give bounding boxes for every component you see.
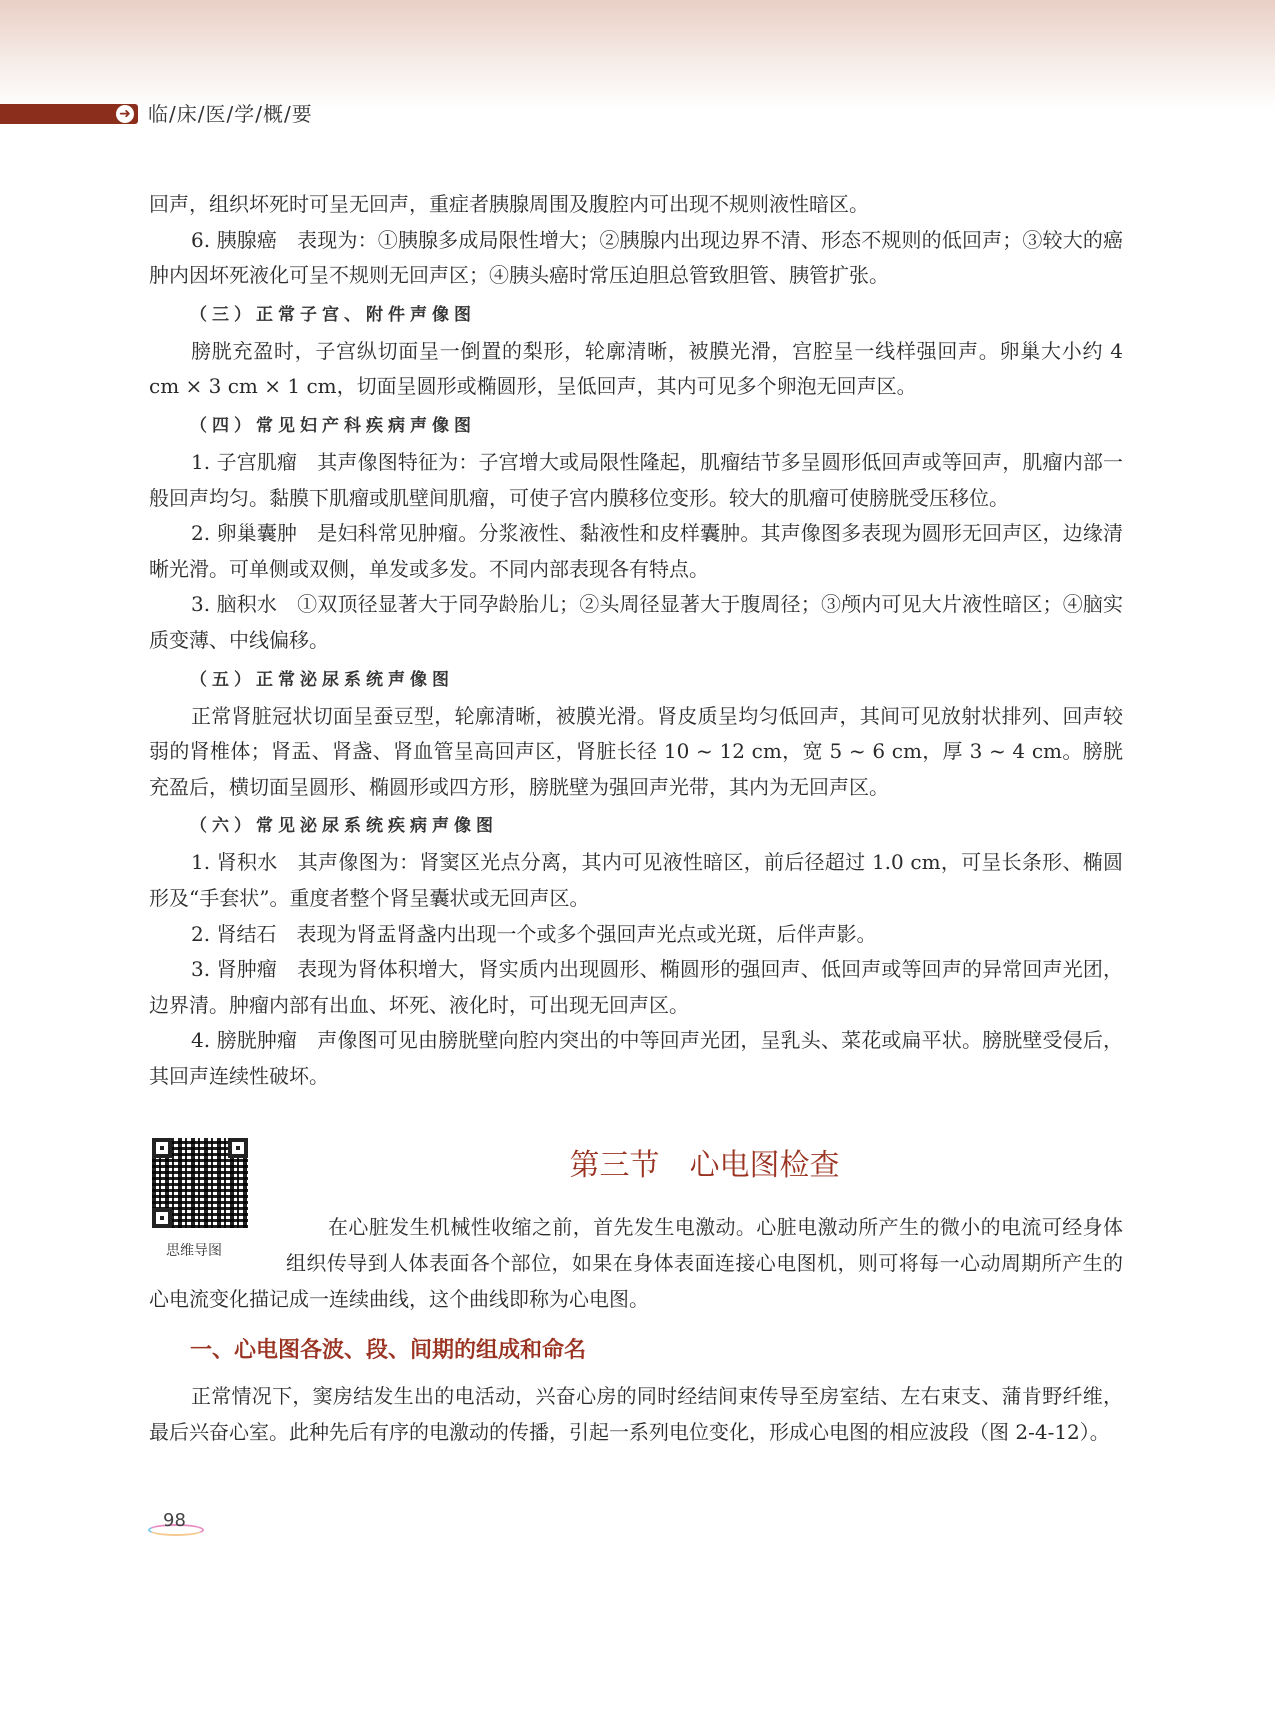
paragraph: 正常肾脏冠状切面呈蚕豆型，轮廓清晰，被膜光滑。肾皮质呈均匀低回声，其间可见放射状排列、回声较弱的肾椎体；肾盂、肾盏、肾血管呈高回声区，肾脏长径 10 ~ 12 cm，宽 5 ~ 6 cm，厚 3 ~ 4 cm。膀胱充盈后，横切面呈圆形、椭圆形或四方形，膀胱壁为强回声光带，其内为无回声区。 — [149, 703, 1123, 799]
subheading: （六）常见泌尿系统疾病声像图 — [190, 816, 498, 837]
paragraph: 1. 肾积水 其声像图为：肾窦区光点分离，其内可见液性暗区，前后径超过 1.0 cm，可呈长条形、椭圆形及“手套状”。重度者整个肾呈囊状或无回声区。 — [149, 850, 1123, 910]
paragraph: 2. 卵巢囊肿 是妇科常见肿瘤。分浆液性、黏液性和皮样囊肿。其声像图多表现为圆形无回声区，边缘清晰光滑。可单侧或双侧，单发或多发。不同内部表现各有特点。 — [149, 521, 1123, 581]
arrow-right-circle-icon: ➜ — [116, 105, 134, 123]
subheading: （三）正常子宫、附件声像图 — [190, 304, 476, 325]
paragraph: 4. 膀胱肿瘤 声像图可见由膀胱壁向腔内突出的中等回声光团，呈乳头、菜花或扁平状。膀胱壁受侵后，其回声连续性破坏。 — [149, 1028, 1123, 1088]
paragraph: 3. 肾肿瘤 表现为肾体积增大，肾实质内出现圆形、椭圆形的强回声、低回声或等回声的异常回声光团，边界清。肿瘤内部有出血、坏死、液化时，可出现无回声区。 — [149, 957, 1123, 1017]
paragraph: 膀胱充盈时，子宫纵切面呈一倒置的梨形，轮廓清晰，被膜光滑，宫腔呈一线样强回声。卵巢大小约 4 cm × 3 cm × 1 cm，切面呈圆形或椭圆形，呈低回声，其内可见多个卵泡无回声区。 — [149, 338, 1123, 399]
qr-block — [152, 1138, 262, 1260]
subheading: （四）常见妇产科疾病声像图 — [190, 415, 476, 436]
page-number-text: 98 — [163, 1510, 186, 1532]
qr-label: 思维导图 — [166, 1243, 222, 1260]
paragraph: 1. 子宫肌瘤 其声像图特征为：子宫增大或局限性隆起，肌瘤结节多呈圆形低回声或等回声，肌瘤内部一般回声均匀。黏膜下肌瘤或肌壁间肌瘤，可使子宫内膜移位变形。较大的肌瘤可使膀胱受压移位。 — [149, 449, 1123, 510]
heading: 一、心电图各波、段、间期的组成和命名 — [190, 1338, 587, 1364]
paragraph: 回声，组织坏死时可呈无回声，重症者胰腺周围及腹腔内可出现不规则液性暗区。 — [149, 192, 869, 216]
section-block — [149, 1102, 1123, 1317]
page-number — [148, 1510, 202, 1538]
section-title: 第三节 心电图检查 — [569, 1148, 840, 1184]
paragraph: 2. 肾结石 表现为肾盂肾盏内出现一个或多个强回声光点或光斑，后伴声影。 — [191, 921, 877, 946]
paragraph: 3. 脑积水 ①双顶径显著大于同孕龄胎儿；②头周径显著大于腹周径；③颅内可见大片液性暗区；④脑实质变薄、中线偏移。 — [149, 592, 1123, 652]
page-body — [149, 0, 1123, 1658]
book-title: 临/床/医/学/概/要 — [148, 102, 313, 126]
qr-code[interactable] — [152, 1138, 248, 1228]
subheading: （五）正常泌尿系统声像图 — [190, 669, 454, 690]
paragraph: 正常情况下，窦房结发生出的电活动，兴奋心房的同时经结间束传导至房室结、左右束支、蒲肯野纤维，最后兴奋心室。此种先后有序的电激动的传播，引起一系列电位变化，形成心电图的相应波段（图 2-4-12）。 — [149, 1384, 1123, 1444]
paragraph: 在心脏发生机械性收缩之前，首先发生电激动。心脏电激动所产生的微小的电流可经身体组织传导到人体表面各个部位，如果在身体表面连接心电图机，则可将每一心动周期所产生的心电流变化描记成一连续曲线，这个曲线即称为心电图。 — [149, 1215, 1123, 1311]
paragraph: 6. 胰腺癌 表现为：①胰腺多成局限性增大；②胰腺内出现边界不清、形态不规则的低回声；③较大的癌肿内因坏死液化可呈不规则无回声区；④胰头癌时常压迫胆总管致胆管、胰管扩张。 — [149, 227, 1123, 288]
